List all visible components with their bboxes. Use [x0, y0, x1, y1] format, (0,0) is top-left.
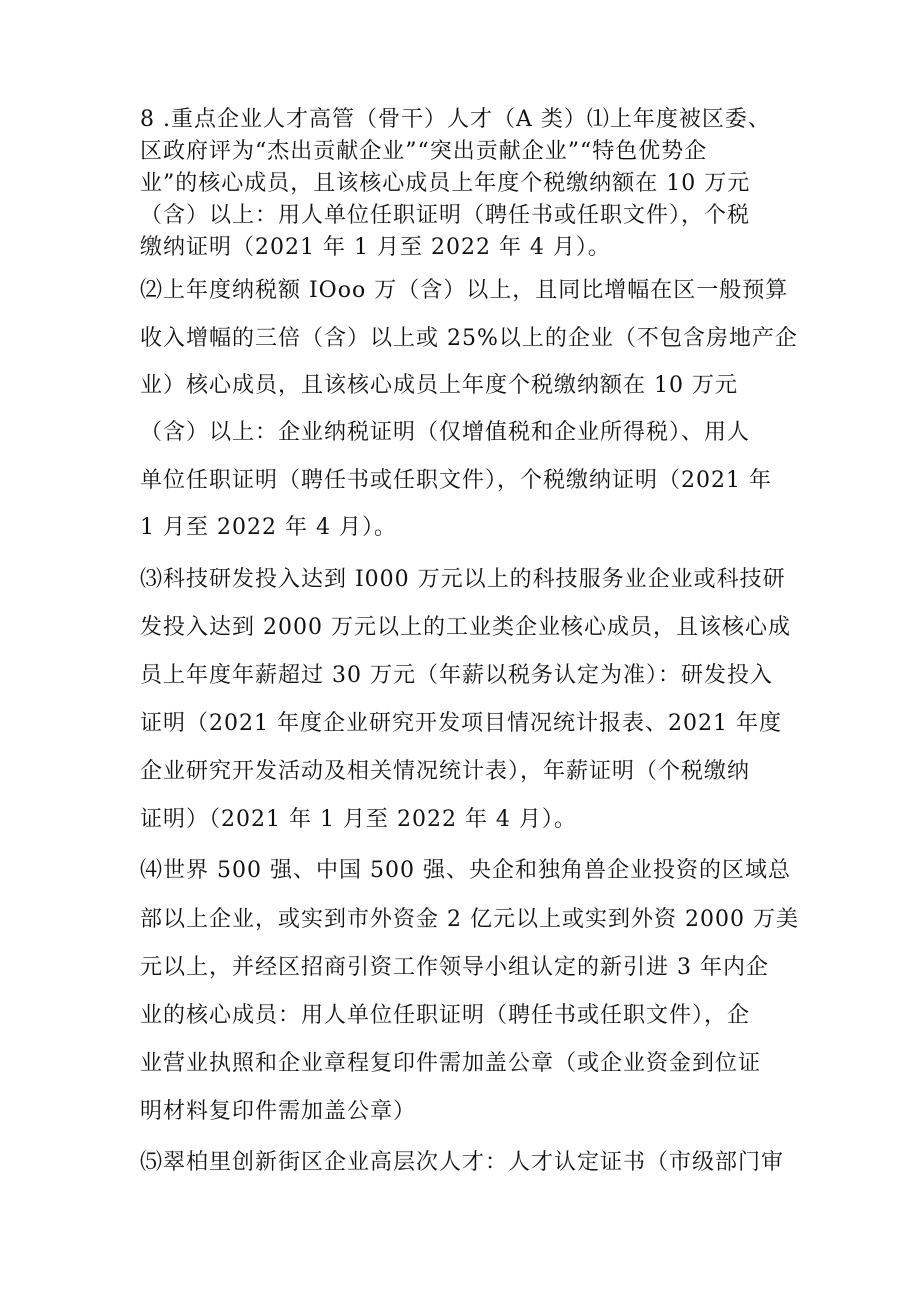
text-line: 证明）（2021 年 1 月至 2022 年 4 月）。 [140, 807, 577, 832]
text-line: 业”的核心成员，且该核心成员上年度个税缴纳额在 10 万元 [140, 171, 751, 196]
text-line: 业的核心成员：用人单位任职证明（聘任书或任职文件），企 [140, 1003, 751, 1028]
text-line: 发投入达到 2000 万元以上的工业类企业核心成员，且该核心成 [140, 615, 791, 640]
text-line: ⑷世界 500 强、中国 500 强、央企和独角兽企业投资的区域总 [140, 858, 791, 883]
text-line: ⑶科技研发投入达到 I000 万元以上的科技服务业企业或科技研 [140, 567, 786, 592]
text-line: 收入增幅的三倍（含）以上或 25%以上的企业（不包含房地产企 [140, 326, 798, 351]
text-line: ⑵上年度纳税额 IOoo 万（含）以上，且同比增幅在区一般预算 [140, 278, 789, 303]
text-line: （含）以上：企业纳税证明（仅增值税和企业所得税）、用人 [140, 420, 751, 445]
text-line: ⑸翠柏里创新街区企业高层次人才：人才认定证书（市级部门审 [140, 1150, 785, 1175]
text-line: 证明（2021 年度企业研究开发项目情况统计报表、2021 年度 [140, 711, 782, 736]
text-line: 1 月至 2022 年 4 月）。 [140, 515, 397, 540]
text-line: 业营业执照和企业章程复印件需加盖公章（或企业资金到位证 [140, 1051, 762, 1076]
text-line: 企业研究开发活动及相关情况统计表），年薪证明（个税缴纳 [140, 759, 751, 784]
text-line: 元以上，并经区招商引资工作领导小组认定的新引进 3 年内企 [140, 955, 769, 980]
text-line: 员上年度年薪超过 30 万元（年薪以税务认定为准）：研发投入 [140, 663, 773, 688]
text-line: 明材料复印件需加盖公章） [140, 1099, 417, 1124]
text-line: 部以上企业，或实到市外资金 2 亿元以上或实到外资 2000 万美 [140, 907, 799, 932]
text-line: 单位任职证明（聘任书或任职文件），个税缴纳证明（2021 年 [140, 468, 772, 493]
text-line: 缴纳证明（2021 年 1 月至 2022 年 4 月）。 [140, 235, 611, 260]
text-line: 区政府评为“杰出贡献企业”“突出贡献企业”“特色优势企 [140, 139, 708, 164]
text-line: 8 .重点企业人才高管（骨干）人才（A 类）⑴上年度被区委、 [140, 107, 771, 132]
text-line: （含）以上：用人单位任职证明（聘任书或任职文件），个税 [140, 203, 751, 228]
text-line: 业）核心成员，且该核心成员上年度个税缴纳额在 10 万元 [140, 373, 738, 398]
